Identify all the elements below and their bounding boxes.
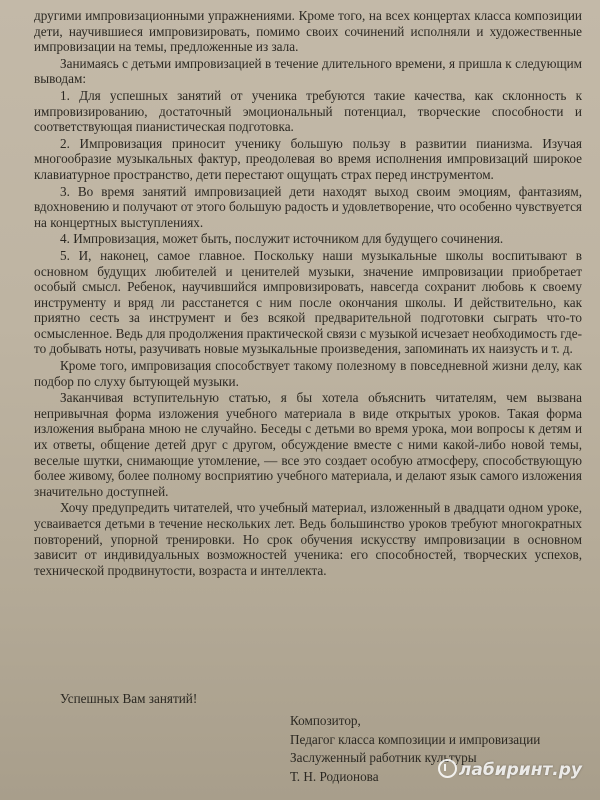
paragraph-lesson-format: Заканчивая вступительную статью, я бы хотела объяснить читателям, чем вызвана непривычная форма изложения учебного материала в виде открытых уроков. Такая форма изложения выбрана мною не случайно. Беседы с детьми во время урока, мои вопросы к детям и их ответы, общение детей друг с другом, обсуждение вместе с ними какой-либо новой темы, веселые шутки, снимающие утомление, — все это создает особую атмосферу, способствующую более живому, более полному восприятию учебного материала, и делают язык самого изложения значительно доступней. [34, 390, 582, 499]
paragraph-warning: Хочу предупредить читателей, что учебный материал, изложенный в двадцати одном уроке, усваивается детьми в течение нескольких лет. Ведь большинство уроков требуют многократных повторений, упорной тренировки. Но срок обучения искусству импровизации в основном зависит от индивидуальных возможностей ученика: его способностей, творческих успехов, технической продвинутости, возраста и интеллекта. [34, 500, 582, 578]
watermark-text: лабиринт.ру [458, 760, 582, 780]
paragraph-ear-playing: Кроме того, импровизация способствует такому полезному в повседневной жизни делу, как подбор по слуху бытующей музыки. [34, 358, 582, 389]
paragraph-continuation: другими импровизационными упражнениями. Кроме того, на всех концертах класса композиции дети, научившиеся импровизировать, помимо своих сочинений исполняли и художественные импровизации на темы, предложенные из зала. [34, 8, 582, 55]
paragraph-point-4: 4. Импровизация, может быть, послужит источником для будущего сочинения. [60, 231, 504, 247]
site-watermark [438, 759, 582, 780]
signature-line-role: Композитор, [290, 713, 361, 728]
signature-line-name: Т. Н. Родионова [290, 768, 379, 784]
paragraph-conclusions-intro: Занимаясь с детьми импровизацией в течение длительного времени, я пришла к следующим выводам: [34, 55, 582, 87]
paragraph-point-3: 3. Во время занятий импровизацией дети находят выход своим эмоциям, фантазиям, вдохновению и получают от этого большую радость и удовлетворение, что особенно чувствуется на концертных выступлениях. [34, 183, 582, 230]
paragraph-point-5: 5. И, наконец, самое главное. Поскольку наши музыкальные школы воспитывают в основном будущих любителей и ценителей музыки, значение импровизации приобретает особый смысл. Ребенок, научившийся импровизировать, навсегда сохранит любовь к своему инструменту и вряд ли расстанется с ним после окончания школы. И действительно, как приятно сесть за инструмент и без всякой предварительной подготовки сыграть что-то осмысленное. Ведь для продолжения практической связи с музыкой исчезает необходимость где-то добывать ноты, разучивать новые музыкальные произведения, запоминать их наизусть и т. д. [34, 247, 582, 357]
closing-greeting: Успешных Вам занятий! [60, 691, 198, 706]
signature-line-position: Педагог класса композиции и импровизации [290, 731, 541, 747]
signature-line-title: Заслуженный работник культуры [290, 750, 477, 765]
paragraph-point-1: 1. Для успешных занятий от ученика требуются такие качества, как склонность к импровизированию, достаточный эмоциональный потенциал, творческие способности и соответствующая пианистическая подготовка. [34, 87, 582, 135]
body-text [34, 8, 582, 579]
labirint-logo-icon [438, 759, 457, 778]
paragraph-point-2: 2. Импровизация приносит ученику большую пользу в развитии пианизма. Изучая многообразие музыкальных фактур, преодолевая во время исполнения импровизаций широкое клавиатурное пространство, дети перестают ощущать страх перед инструментом. [34, 135, 582, 182]
